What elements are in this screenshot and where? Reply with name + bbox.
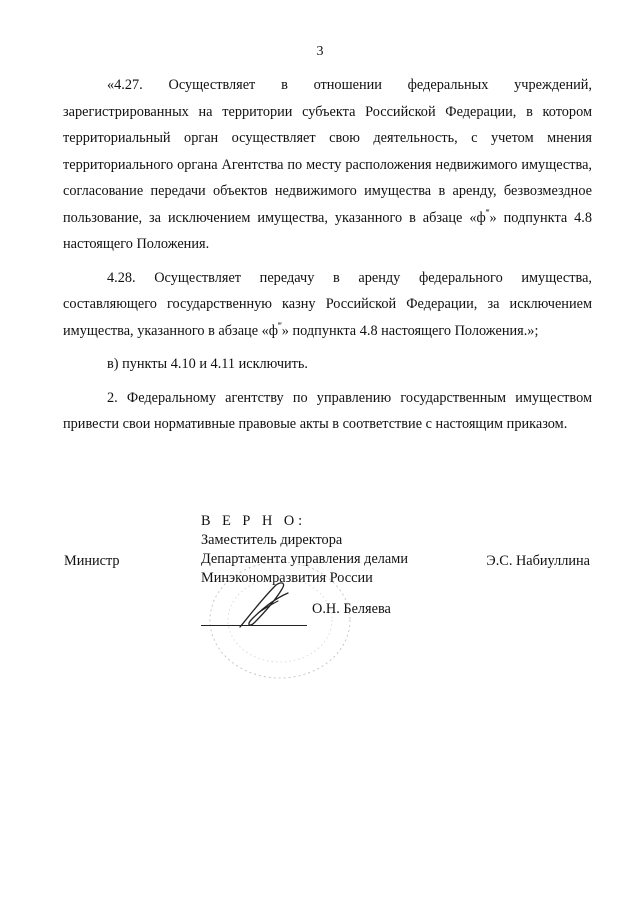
minister-label: Министр — [64, 553, 120, 569]
paragraph-item-v — [63, 351, 592, 378]
minister-name: Э.С. Набиуллина — [486, 553, 590, 569]
page-number: 3 — [316, 44, 324, 59]
position-line-1: Заместитель директора — [201, 532, 343, 548]
handwritten-signature-icon — [232, 575, 292, 635]
paragraph-2 — [63, 385, 592, 438]
paragraph-4-27 — [63, 72, 592, 258]
paragraph-text: 2. Федеральному агентству по управлению государственным имуществом привести свои нормативные правовые акты в соответствие с настоящим приказом. — [63, 389, 592, 432]
document-body — [63, 72, 592, 438]
signer-name: О.Н. Беляева — [312, 601, 391, 617]
superscript-mark: ‴ — [485, 207, 490, 218]
paragraph-text: в) пункты 4.10 и 4.11 исключить. — [107, 356, 309, 372]
paragraph-4-28 — [63, 265, 592, 345]
paragraph-text: 4.28. Осуществляет передачу в аренду федерального имущества, составляющего государственную казну Российской Федерации, за исключением имущества, указанного в абзаце «ф — [63, 269, 592, 339]
paragraph-tail: » подпункта 4.8 настоящего Положения.»; — [281, 322, 539, 339]
position-line-3: Минэкономразвития России — [201, 570, 373, 586]
superscript-mark: ‴ — [278, 320, 282, 331]
position-line-2: Департамента управления делами — [201, 551, 408, 567]
paragraph-text: «4.27. Осуществляет в отношении федеральных учреждений, зарегистрированных на территории субъекта Российской Федерации, в котором территориальный орган осуществляет свою деятельность, с учетом мнения территориального органа Агентства по месту расположения недвижимого имущества, согласование передачи объектов недвижимого имущества в аренду, безвозмездное пользование, за исключением имущества, указанного в абзаце «ф — [63, 77, 592, 226]
paragraph-tail: » подпункта 4.8 настоящего Положения. — [63, 209, 593, 252]
verified-label: В Е Р Н О: — [201, 513, 307, 529]
